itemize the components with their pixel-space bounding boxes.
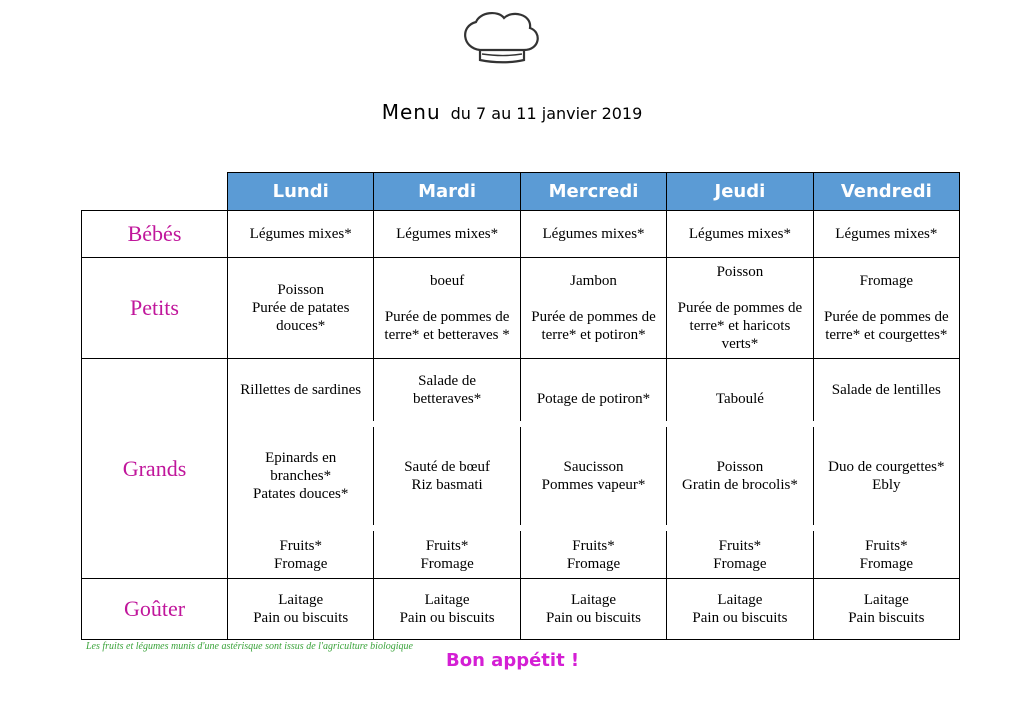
- cell-line: Salade de: [418, 373, 477, 389]
- cell-line: Epinards en: [265, 450, 337, 466]
- cell-line: Ebly: [872, 477, 901, 493]
- cell-line: Laitage: [424, 592, 470, 608]
- day-header-vendredi: Vendredi: [814, 173, 959, 210]
- day-header-row: [227, 172, 960, 210]
- title-text: Menu: [381, 100, 441, 124]
- cell-line: Pommes vapeur*: [541, 477, 646, 493]
- cell-line: douces*: [276, 318, 326, 334]
- cell-petits-mardi: [374, 258, 520, 358]
- cell-line: verts*: [721, 336, 759, 352]
- cell-line: Fruits*: [572, 538, 615, 554]
- organic-footnote: Les fruits et légumes munis d'une astérisque sont issus de l'agriculture biologique: [86, 641, 413, 652]
- grands-plat-row: [228, 427, 959, 525]
- cell-line: Pain biscuits: [848, 610, 925, 626]
- cell-line: terre* et potiron*: [541, 327, 646, 343]
- cell-line: terre* et courgettes*: [825, 327, 948, 343]
- cell-line: Fromage: [713, 556, 767, 572]
- cell-line: Laitage: [717, 592, 763, 608]
- cell-line: Sauté de bœuf: [404, 459, 491, 475]
- cell-grands-entree-mercredi: [521, 359, 667, 421]
- cell-line: Pain ou biscuits: [399, 610, 495, 626]
- cell-line: Potage de potiron*: [536, 391, 651, 407]
- cell-grands-dessert-mardi: [374, 531, 520, 579]
- cell-line: Fromage: [420, 556, 474, 572]
- cell-grands-plat-jeudi: [667, 427, 813, 525]
- cell-grands-plat-vendredi: [814, 427, 959, 525]
- cell-line: Duo de courgettes*: [828, 459, 945, 475]
- cell-line: Fromage: [859, 556, 913, 572]
- cell-line: Purée de pommes de: [824, 309, 949, 325]
- cell-grands-plat-mercredi: [521, 427, 667, 525]
- page-title: [0, 100, 1024, 124]
- title-dates: du 7 au 11 janvier 2019: [450, 104, 643, 123]
- cell-line: terre* et haricots: [689, 318, 791, 334]
- cell-grands-entree-vendredi: [814, 359, 959, 421]
- day-header-mardi: Mardi: [374, 173, 520, 210]
- cell-line: Riz basmati: [411, 477, 483, 493]
- cell-grands-entree-mardi: [374, 359, 520, 421]
- cell-grands-plat-mardi: [374, 427, 520, 525]
- cell-line: boeuf: [430, 273, 465, 289]
- row-petits: [82, 258, 959, 359]
- grands-dessert-row: [228, 531, 959, 579]
- cell-line: Saucisson: [563, 459, 624, 475]
- cell-line: betteraves*: [412, 391, 482, 407]
- row-label-grands: Grands: [82, 359, 228, 578]
- cell-line: Laitage: [571, 592, 616, 608]
- cell-grands-dessert-vendredi: [814, 531, 959, 579]
- cell-line: Fruits*: [279, 538, 322, 554]
- row-gouter: [82, 579, 959, 639]
- row-grands: [82, 359, 959, 579]
- cell-line: Fruits*: [718, 538, 762, 554]
- cell-gouter-vendredi: [814, 579, 959, 639]
- row-bebes: [82, 211, 959, 258]
- cell-petits-mercredi: [521, 258, 667, 358]
- closing-message: Bon appétit !: [446, 650, 580, 671]
- cell-line: Salade de lentilles: [831, 382, 941, 398]
- day-header-mercredi: Mercredi: [521, 173, 667, 210]
- cell-line: Purée de patates: [251, 300, 350, 316]
- cell-line: Laitage: [278, 592, 324, 608]
- day-header-lundi: Lundi: [228, 173, 374, 210]
- cell-gouter-jeudi: [667, 579, 813, 639]
- cell-bebes-jeudi: Légumes mixes*: [667, 211, 813, 257]
- cell-grands-dessert-lundi: [228, 531, 374, 579]
- chef-hat-icon: [458, 10, 544, 66]
- cell-line: terre* et betteraves *: [384, 327, 510, 343]
- cell-line: Poisson: [277, 282, 325, 298]
- cell-petits-vendredi: [814, 258, 959, 358]
- row-label-petits: Petits: [82, 258, 228, 358]
- cell-bebes-mercredi: Légumes mixes*: [521, 211, 667, 257]
- cell-line: Purée de pommes de: [677, 300, 803, 316]
- cell-line: Fruits*: [425, 538, 469, 554]
- cell-line: Gratin de brocolis*: [682, 477, 798, 493]
- cell-line: Pain ou biscuits: [546, 610, 642, 626]
- cell-line: Fromage: [274, 556, 328, 572]
- cell-line: Jambon: [570, 273, 617, 289]
- cell-line: Patates douces*: [253, 486, 349, 502]
- cell-gouter-mercredi: [521, 579, 667, 639]
- cell-bebes-lundi: Légumes mixes*: [228, 211, 374, 257]
- cell-line: Purée de pommes de: [531, 309, 656, 325]
- cell-gouter-lundi: [228, 579, 374, 639]
- cell-line: Taboulé: [715, 391, 764, 407]
- cell-line: Fromage: [859, 273, 913, 289]
- cell-bebes-vendredi: Légumes mixes*: [835, 226, 938, 242]
- grands-entree-row: [228, 359, 959, 421]
- cell-line: Fruits*: [865, 538, 908, 554]
- cell-bebes-mardi: Légumes mixes*: [374, 211, 520, 257]
- cell-line: Laitage: [863, 592, 909, 608]
- row-label-gouter: Goûter: [82, 579, 228, 639]
- cell-line: Purée de pommes de: [384, 309, 510, 325]
- cell-line: Pain ou biscuits: [253, 610, 349, 626]
- cell-line: Rillettes de sardines: [240, 382, 362, 398]
- day-header-jeudi: Jeudi: [667, 173, 813, 210]
- cell-gouter-mardi: [374, 579, 520, 639]
- cell-line: Pain ou biscuits: [692, 610, 788, 626]
- cell-line: branches*: [270, 468, 332, 484]
- cell-line: Poisson: [716, 459, 764, 475]
- cell-grands-dessert-jeudi: [667, 531, 813, 579]
- cell-line: Poisson: [716, 264, 764, 280]
- cell-petits-jeudi: [667, 258, 813, 358]
- menu-table: [81, 210, 960, 640]
- cell-petits-lundi: [228, 258, 374, 358]
- cell-grands-entree-lundi: [228, 359, 374, 421]
- cell-grands-dessert-mercredi: [521, 531, 667, 579]
- row-label-bebes: Bébés: [82, 211, 228, 257]
- cell-line: Fromage: [566, 556, 621, 572]
- cell-grands-entree-jeudi: [667, 359, 813, 421]
- cell-grands-plat-lundi: [228, 427, 374, 525]
